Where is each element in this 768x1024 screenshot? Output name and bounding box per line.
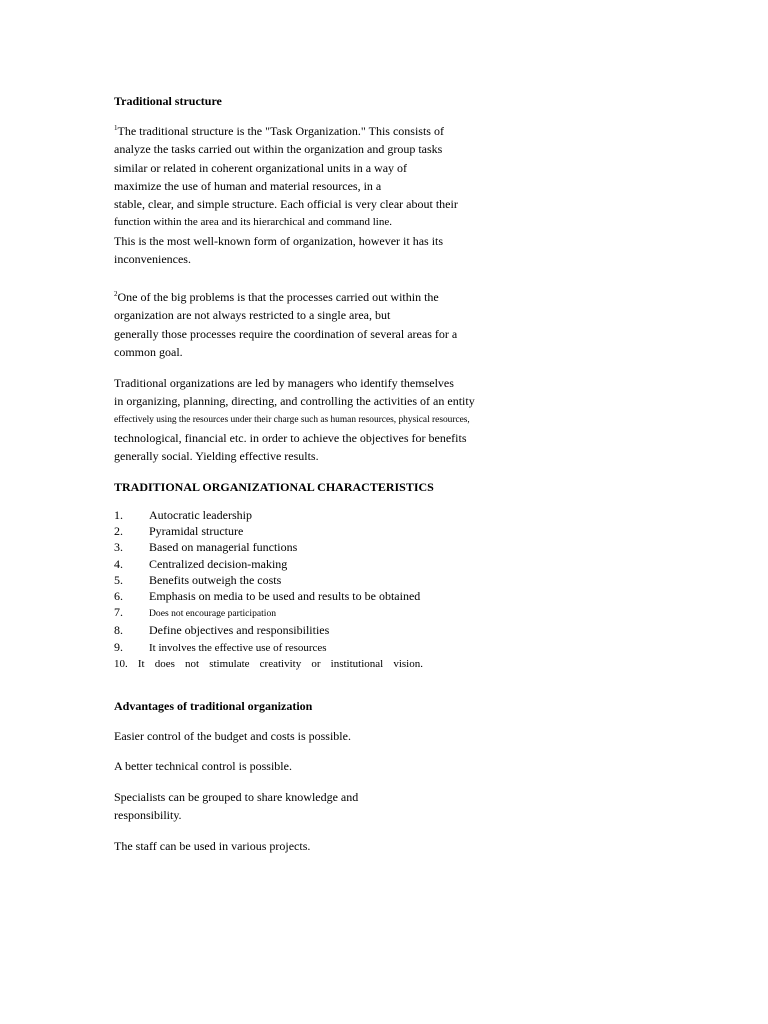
paragraph-line: $^1$The traditional structure is the "Task Organization." This consists of bbox=[114, 124, 444, 138]
paragraph-line: analyze the tasks carried out within the organization and group tasks bbox=[114, 142, 443, 157]
list-item: 1. Autocratic leadership bbox=[114, 508, 252, 522]
list-item: 6. Emphasis on media to be used and results to be obtained bbox=[114, 589, 421, 604]
paragraph-line: organization are not always restricted to a single area, but bbox=[114, 308, 391, 323]
footnote-ref: 1 bbox=[114, 124, 118, 132]
paragraph-line: function within the area and its hierarchical and command line. bbox=[114, 216, 392, 229]
list-item: 3. Based on managerial functions bbox=[114, 540, 298, 555]
paragraph-line: generally social. Yielding effective results. bbox=[114, 449, 319, 464]
paragraph-managers bbox=[114, 374, 475, 465]
paragraph-line: technological, financial etc. in order to achieve the objectives for benefits bbox=[114, 430, 467, 445]
characteristics-list bbox=[114, 507, 423, 672]
list-item: 10. It does not stimulate creativity or institutional vision. bbox=[114, 657, 423, 670]
paragraph-line: effectively using the resources under their charge such as human resources, physical resources, bbox=[114, 414, 470, 425]
list-item: 8. Define objectives and responsibilities bbox=[114, 623, 330, 638]
footnote-ref: 2 bbox=[114, 290, 118, 298]
list-item: 7. Does not encourage participation bbox=[114, 605, 277, 620]
list-item: 4. Centralized decision-making bbox=[114, 556, 288, 571]
paragraph-line: stable, clear, and simple structure. Each official is very clear about their bbox=[114, 197, 458, 212]
paragraph-processes bbox=[114, 288, 457, 361]
list-item: 9. It involves the effective use of resources bbox=[114, 639, 327, 654]
paragraph-line: Traditional organizations are led by managers who identify themselves bbox=[114, 376, 454, 390]
paragraph-traditional-structure bbox=[114, 122, 458, 268]
characteristics-heading: TRADITIONAL ORGANIZATIONAL CHARACTERISTICS bbox=[114, 480, 434, 494]
paragraph-line: inconveniences. bbox=[114, 252, 191, 267]
section-title: Traditional structure bbox=[114, 94, 222, 108]
advantage-paragraph bbox=[114, 788, 358, 825]
advantage-paragraph: A better technical control is possible. bbox=[114, 759, 292, 773]
paragraph-line: in organizing, planning, directing, and controlling the activities of an entity bbox=[114, 394, 475, 409]
advantage-paragraph: Easier control of the budget and costs is possible. bbox=[114, 729, 351, 743]
paragraph-line: common goal. bbox=[114, 344, 183, 359]
paragraph-line: This is the most well-known form of organization, however it has its bbox=[114, 233, 444, 248]
paragraph-line: $^2$One of the big problems is that the processes carried out within the bbox=[114, 290, 439, 304]
paragraph-line: similar or related in coherent organizational units in a way of bbox=[114, 160, 408, 175]
paragraph-line: responsibility. bbox=[114, 808, 182, 823]
paragraph-line: Specialists can be grouped to share knowledge and bbox=[114, 790, 359, 804]
paragraph-line: generally those processes require the coordination of several areas for a bbox=[114, 326, 458, 341]
advantage-paragraph: The staff can be used in various projects. bbox=[114, 839, 311, 853]
list-item: 2. Pyramidal structure bbox=[114, 524, 244, 539]
advantages-heading: Advantages of traditional organization bbox=[114, 699, 313, 713]
list-item: 5. Benefits outweigh the costs bbox=[114, 572, 282, 587]
paragraph-line: maximize the use of human and material resources, in a bbox=[114, 178, 382, 193]
